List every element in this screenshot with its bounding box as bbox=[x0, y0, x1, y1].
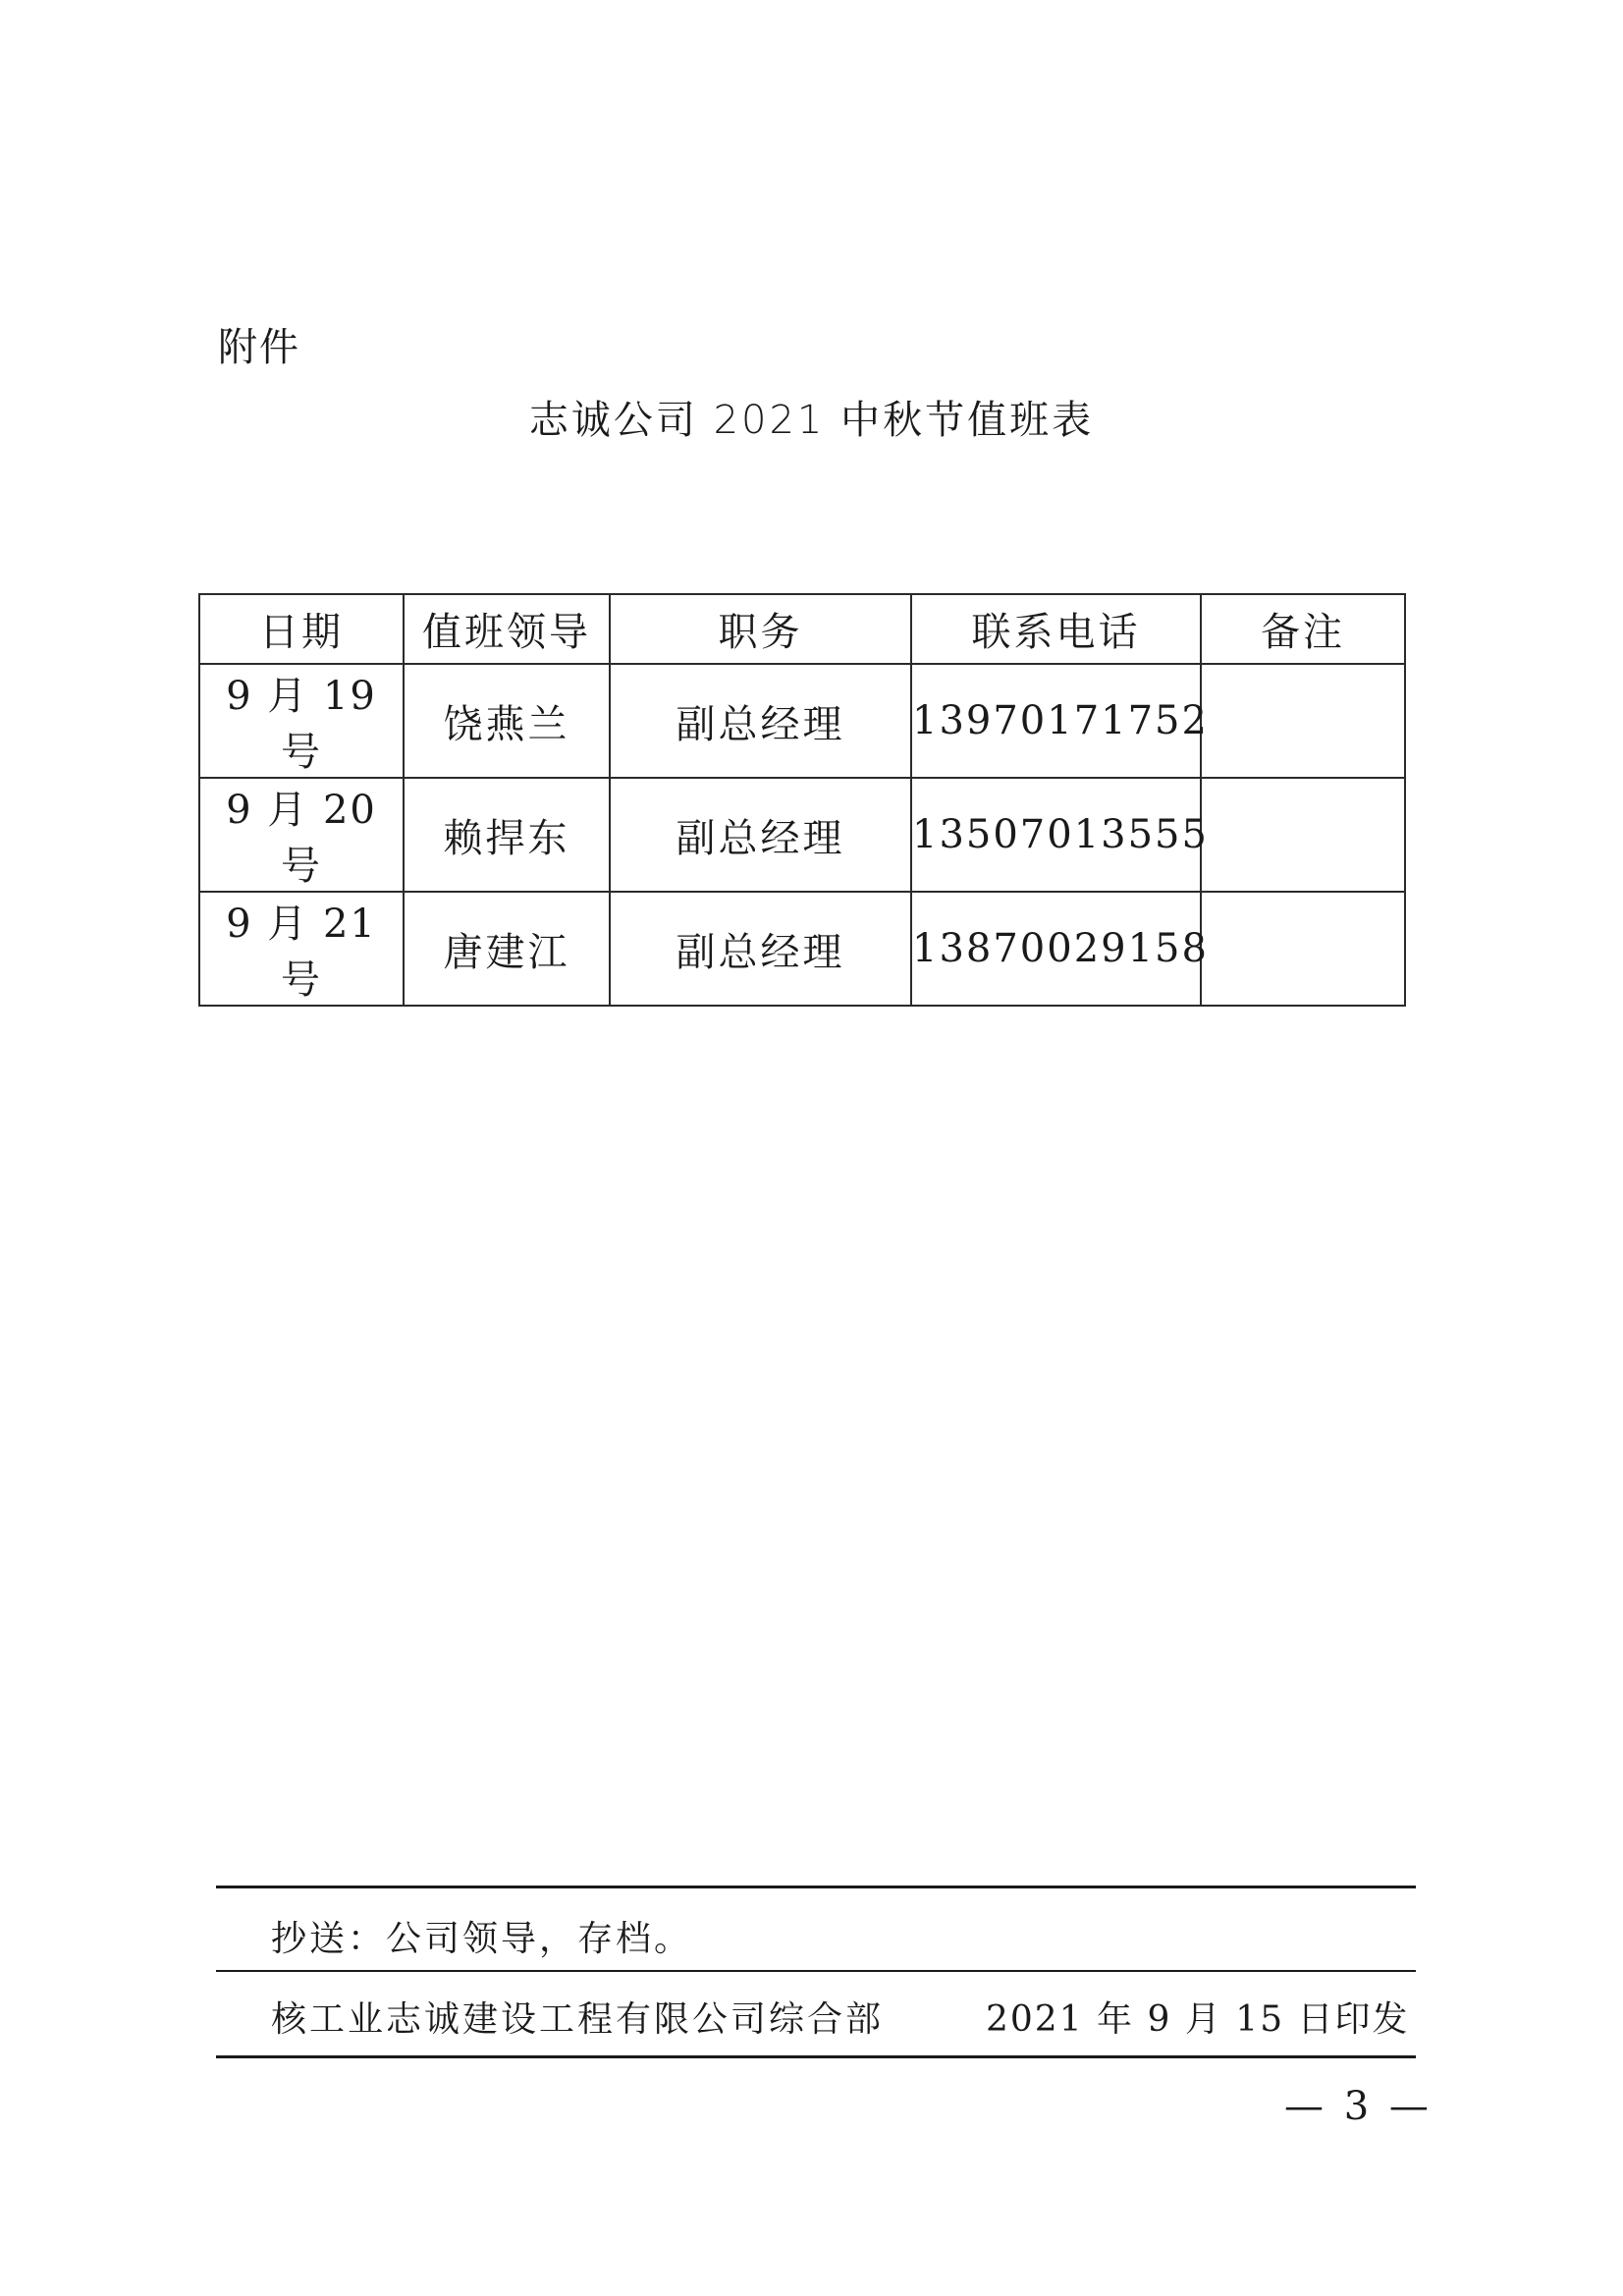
attachment-label: 附件 bbox=[218, 325, 300, 370]
cell-remarks bbox=[1201, 664, 1405, 778]
cell-position: 副总经理 bbox=[610, 892, 911, 1006]
cell-leader: 饶燕兰 bbox=[404, 664, 610, 778]
cell-remarks bbox=[1201, 892, 1405, 1006]
header-phone: 联系电话 bbox=[911, 594, 1201, 664]
issue-date: 2021 年 9 月 15 日印发 bbox=[986, 1999, 1410, 2040]
cell-leader: 唐建江 bbox=[404, 892, 610, 1006]
cell-phone: 13507013555 bbox=[911, 778, 1201, 892]
header-remarks: 备注 bbox=[1201, 594, 1405, 664]
cell-position: 副总经理 bbox=[610, 664, 911, 778]
table-row bbox=[199, 892, 1405, 1006]
header-position: 职务 bbox=[610, 594, 911, 664]
table-row bbox=[199, 778, 1405, 892]
cell-leader: 赖捍东 bbox=[404, 778, 610, 892]
duty-schedule-table bbox=[198, 593, 1406, 1007]
issuing-department: 核工业志诚建设工程有限公司综合部 bbox=[271, 1999, 885, 2040]
cell-date: 9 月 21 号 bbox=[199, 892, 404, 1006]
page-number: — 3 — bbox=[1284, 2084, 1433, 2129]
cell-date: 9 月 20 号 bbox=[199, 778, 404, 892]
cell-date: 9 月 19 号 bbox=[199, 664, 404, 778]
header-duty-leader: 值班领导 bbox=[404, 594, 610, 664]
footer-middle-rule bbox=[216, 1970, 1416, 1972]
cell-remarks bbox=[1201, 778, 1405, 892]
cc-line: 抄送：公司领导，存档。 bbox=[271, 1919, 693, 1959]
cell-position: 副总经理 bbox=[610, 778, 911, 892]
document-title: 志诚公司 2021 中秋节值班表 bbox=[528, 398, 1095, 443]
header-date: 日期 bbox=[199, 594, 404, 664]
footer-bottom-rule bbox=[216, 2055, 1416, 2058]
table-header-row bbox=[199, 594, 1405, 664]
cell-phone: 13870029158 bbox=[911, 892, 1201, 1006]
footer-top-rule bbox=[216, 1886, 1416, 1888]
table-row bbox=[199, 664, 1405, 778]
cell-phone: 13970171752 bbox=[911, 664, 1201, 778]
